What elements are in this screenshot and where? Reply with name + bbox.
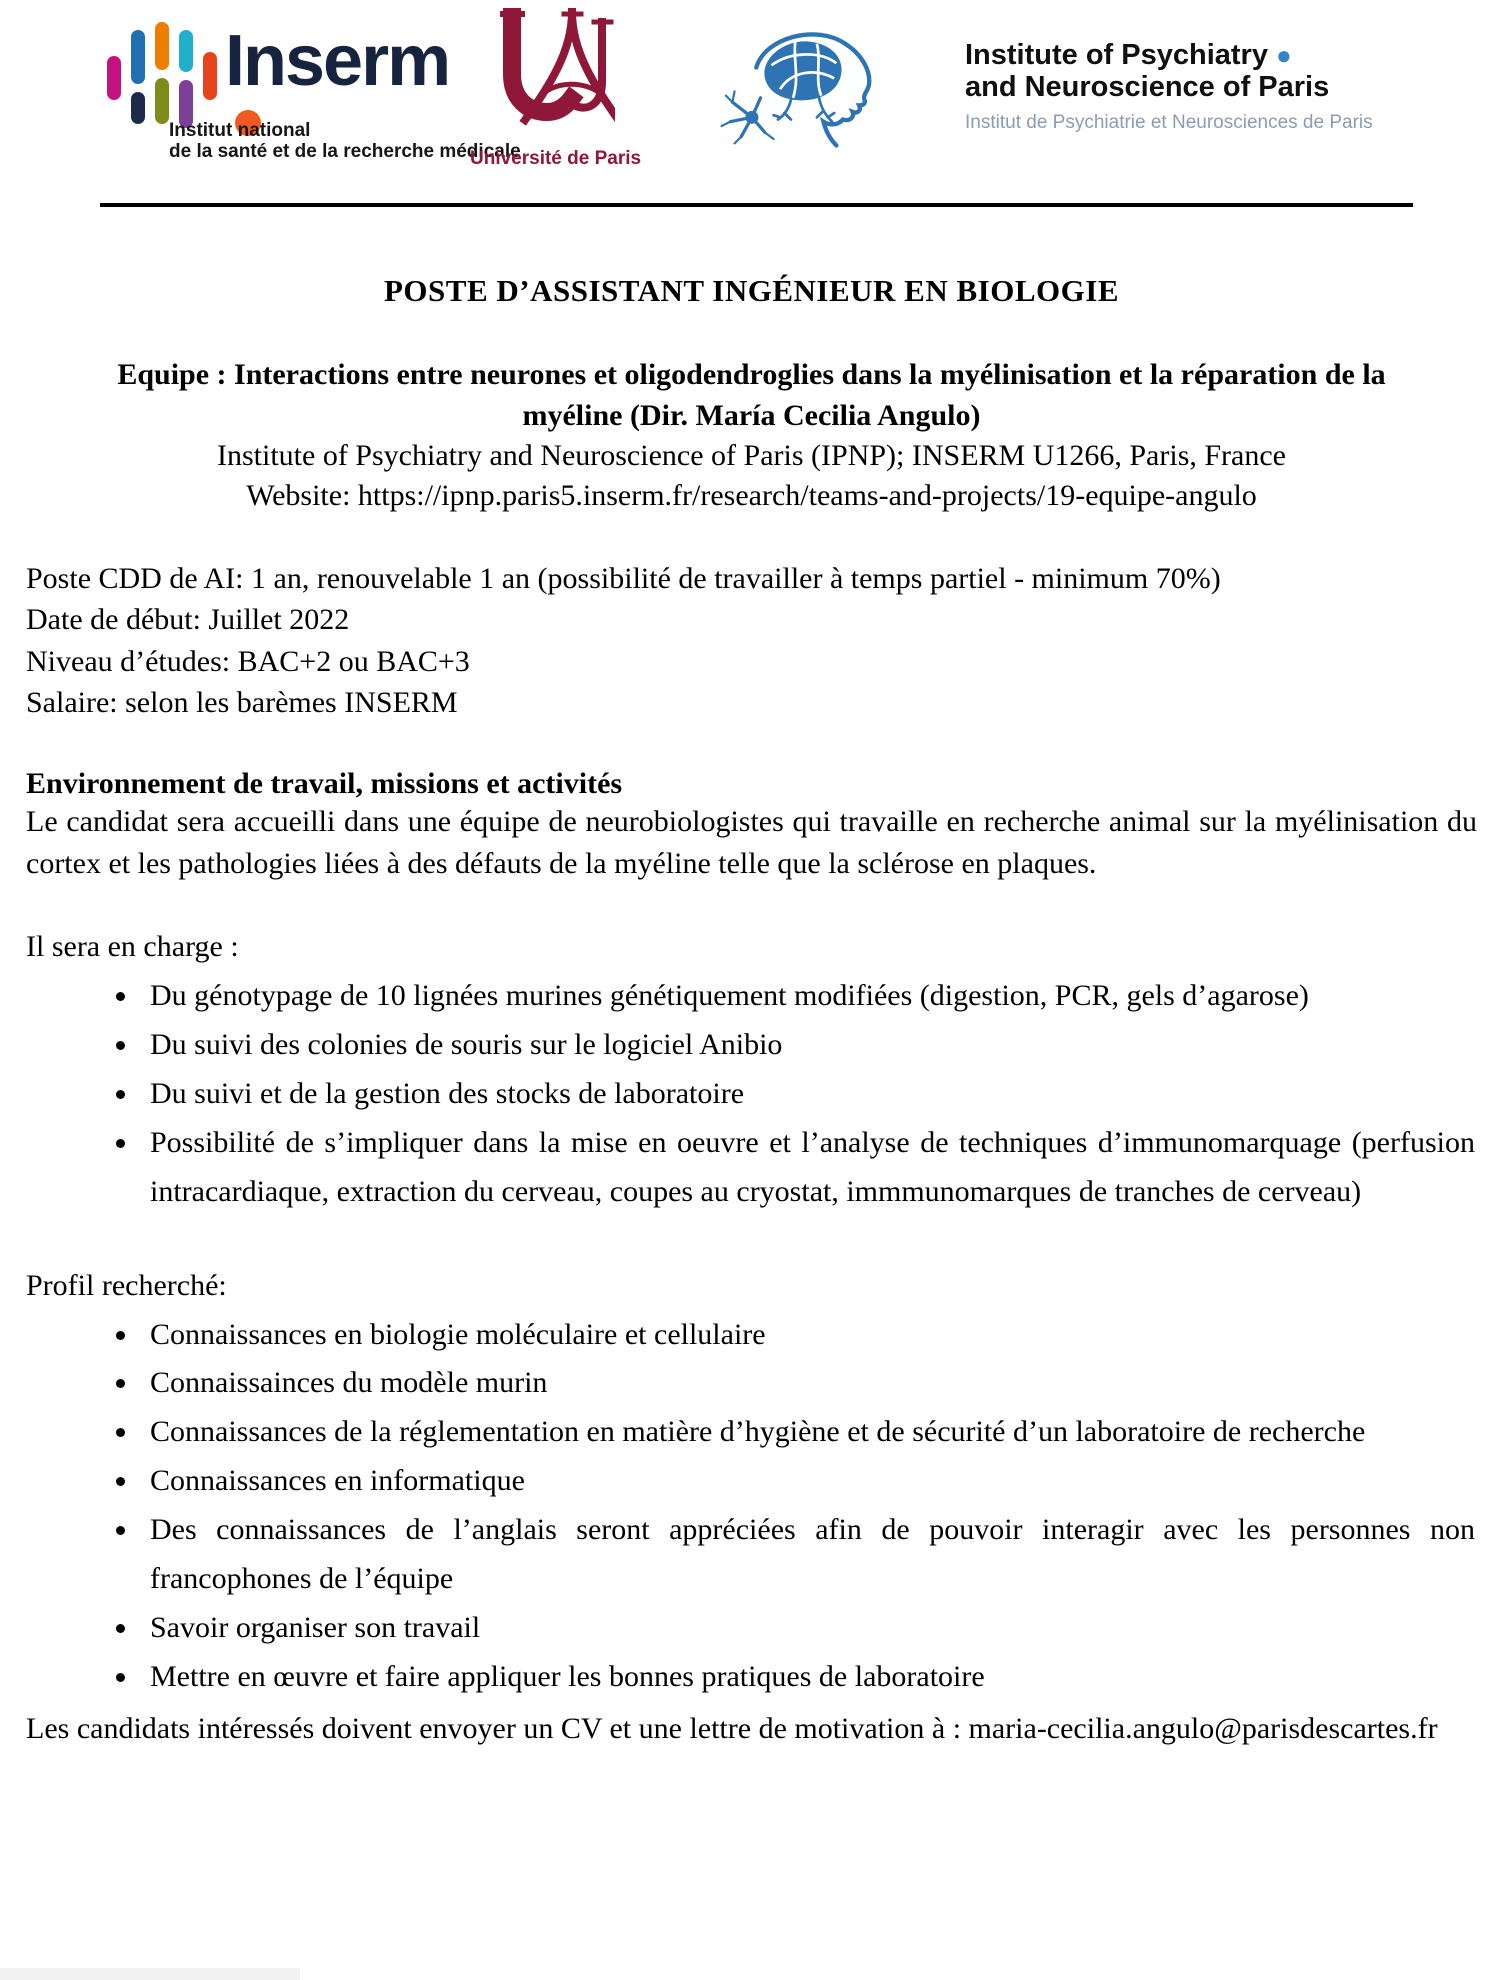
website-line: Website: https://ipnp.paris5.inserm.fr/research/teams-and-projects/19-equipe-angulo xyxy=(246,478,1257,512)
ipnp-name-line1: Institute of Psychiatry ● xyxy=(965,39,1292,71)
inserm-tagline-line1: Institut national xyxy=(169,120,311,141)
environment-heading: Environnement de travail, missions et activités xyxy=(26,767,623,801)
ipnp-brain-head-icon xyxy=(655,22,955,152)
profile-heading: Profil recherché: xyxy=(26,1268,227,1302)
detail-salary: Salaire: selon les barèmes INSERM xyxy=(26,685,458,719)
inserm-tagline xyxy=(169,120,521,163)
list-item: • Des connaissances de l’anglais seront appréciées afin de pouvoir interagir avec les personnes non francophones de l’équipe xyxy=(140,1506,1477,1604)
document-body xyxy=(0,273,1503,1752)
list-item: • Mettre en œuvre et faire appliquer les bonnes pratiques de laboratoire xyxy=(140,1653,1477,1702)
inserm-bars-icon xyxy=(107,22,227,132)
list-item: • Savoir organiser son travail xyxy=(140,1604,1477,1653)
universite-de-paris-monogram-icon xyxy=(485,8,615,146)
profile-list xyxy=(26,1311,1477,1702)
page-title: POSTE D’ASSISTANT INGÉNIEUR EN BIOLOGIE xyxy=(384,273,1119,308)
universite-de-paris-caption: Université de Paris xyxy=(470,148,642,169)
detail-contract: Poste CDD de AI: 1 an, renouvelable 1 an (possibilité de travailler à temps partiel - minimum 70%) xyxy=(26,561,1221,595)
list-item: • Du génotypage de 10 lignées murines génétiquement modifiées (digestion, PCR, gels d’agarose) xyxy=(140,972,1477,1021)
list-item: • Connaissances en informatique xyxy=(140,1457,1477,1506)
ipnp-subtitle: Institut de Psychiatrie et Neurosciences de Paris xyxy=(965,111,1373,133)
letterhead xyxy=(0,0,1503,207)
detail-education: Niveau d’études: BAC+2 ou BAC+3 xyxy=(26,644,470,678)
header-divider xyxy=(100,203,1413,207)
list-item: • Connaissances de la réglementation en matière d’hygiène et de sécurité d’un laboratoire de recherche xyxy=(140,1408,1477,1457)
charge-list xyxy=(26,972,1477,1216)
environment-paragraph: Le candidat sera accueilli dans une équipe de neurobiologistes qui travaille en recherche animal sur la myélinisation du cortex et les pathologies liées à des défauts de la myéline telle que la sclérose en plaques. xyxy=(26,805,1477,880)
list-item: • Connaissances en biologie moléculaire et cellulaire xyxy=(140,1311,1477,1360)
ipnp-name-line2: and Neuroscience of Paris xyxy=(965,70,1330,103)
ipnp-blue-dot-icon: ● xyxy=(1276,40,1292,70)
list-item: • Connaissainces du modèle murin xyxy=(140,1359,1477,1408)
list-item: • Possibilité de s’impliquer dans la mise en oeuvre et l’analyse de techniques d’immunomarquage (perfusion intracardiaque, extraction du cerveau, coupes au cryostat, immmunomarques de tranches de cerveau) xyxy=(140,1119,1477,1217)
position-details xyxy=(26,558,1477,724)
inserm-tagline-line2: de la santé et de la recherche médicale xyxy=(169,141,521,163)
inserm-wordmark: Inserm xyxy=(225,21,450,101)
charge-intro: Il sera en charge : xyxy=(26,930,239,964)
institute-line: Institute of Psychiatry and Neuroscience of Paris (IPNP); INSERM U1266, Paris, France xyxy=(217,439,1286,472)
ipnp-text-block xyxy=(965,40,1373,134)
list-item: • Du suivi des colonies de souris sur le logiciel Anibio xyxy=(140,1021,1477,1070)
closing-paragraph: Les candidats intéressés doivent envoyer un CV et une lettre de motivation à : maria-cecilia.angulo@parisdescartes.fr xyxy=(26,1711,1438,1745)
ipnp-logo xyxy=(655,22,1373,162)
detail-start-date: Date de début: Juillet 2022 xyxy=(26,603,350,637)
universite-de-paris-logo xyxy=(470,8,642,174)
inserm-logo xyxy=(107,14,521,194)
list-item: • Du suivi et de la gestion des stocks de laboratoire xyxy=(140,1070,1477,1119)
team-heading: Equipe : Interactions entre neurones et oligodendroglies dans la myélinisation et la réparation de la myéline (Dir. María Cecilia Angulo) xyxy=(117,358,1386,432)
scan-artifact xyxy=(0,1968,300,1980)
